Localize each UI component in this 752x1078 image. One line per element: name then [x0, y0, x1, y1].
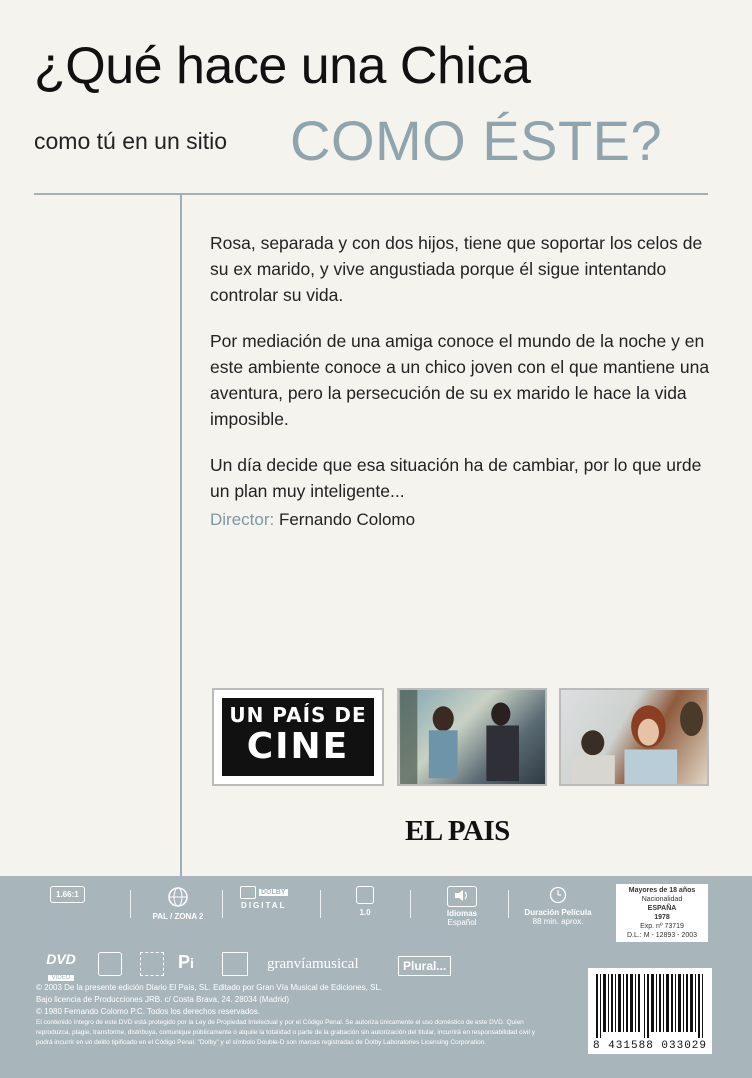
plural-logo: Plural... [398, 956, 451, 976]
association-logo [222, 952, 248, 980]
title-line-1: ¿Qué hace una Chica [34, 37, 531, 95]
clock-icon [549, 886, 567, 904]
nationality-label: Nacionalidad [641, 896, 683, 903]
spec-separator [320, 890, 321, 918]
languages-value: Español [447, 918, 477, 927]
duration-value: 88 min. aprox. [532, 917, 584, 926]
film-year: 1978 [654, 914, 670, 921]
collection-logo-line-1: UN PAÍS DE [229, 703, 367, 727]
synopsis [210, 230, 710, 524]
collection-logo-line-2: CINE [246, 726, 350, 767]
dolby-label: DOLBY [261, 889, 286, 896]
video-logo-text: VIDEO [48, 975, 75, 981]
dolby-spec [240, 886, 288, 910]
legal-deposit: D.L.: M - 12893 - 2003 [626, 932, 698, 939]
rating-age: Mayores de 18 años [628, 887, 696, 894]
film-still-1 [397, 688, 547, 786]
film-still-2 [559, 688, 709, 786]
languages-label: Idiomas [446, 909, 478, 918]
horizontal-divider [34, 193, 708, 195]
region-label: PAL / ZONA 2 [152, 912, 204, 921]
expedient-number: Exp. nº 73719 [640, 923, 684, 930]
director-credit [210, 510, 415, 530]
title-line-2-small: como tú en un sitio [34, 128, 228, 154]
canal-logo [98, 952, 122, 980]
dvd-logo-text: DVD [46, 951, 76, 967]
speaker-box-icon [356, 886, 374, 904]
legal-line-3: © 1980 Fernando Colomo P.C. Todos los derechos reservados. [36, 1007, 260, 1016]
audio-channels-spec [356, 886, 374, 917]
barcode-bars [588, 968, 712, 1040]
title-line-2-large: COMO ÉSTE? [290, 109, 663, 172]
synopsis-paragraph-1: Rosa, separada y con dos hijos, tiene que soportar los celos de su ex marido, y vive angustiada porque él sigue intentando controlar su vida. [210, 233, 703, 305]
federation-logo [140, 952, 164, 980]
pi-logo-icon: Pi [178, 952, 194, 972]
digital-label: DIGITAL [241, 901, 287, 910]
director-label: Director: [210, 510, 275, 529]
languages-spec [436, 886, 488, 927]
legal-disclaimer: El contenido íntegro de este DVD está protegido por la Ley de Propiedad Intelectual y por el Código Penal. Se autoriza únicamente el uso doméstico de este DVD. Quien reproduzca, plagie, transforme, distribuya, comunique públicamente o alquile la totalidad o parte de la grabación sin autorización del titular, incurrirá en responsabilidad civil y podrá incurrir en un delito tipificado en el Código Penal. "Dolby" y el símbolo Double-D son marcas registradas de Dolby Laboratories Licensing Corporation. [36, 1019, 535, 1046]
spec-separator [130, 890, 131, 918]
dvd-video-logo [38, 952, 84, 980]
globe-icon [167, 886, 189, 908]
granvia-musical-logo: granvíamusical [267, 956, 359, 972]
spec-separator [508, 890, 509, 918]
director-name: Fernando Colomo [278, 510, 416, 529]
aspect-ratio-value: 1.66:1 [56, 890, 79, 899]
dolby-double-d-icon [240, 886, 256, 899]
duration-spec [518, 886, 598, 926]
spec-separator [410, 890, 411, 918]
region-spec [148, 886, 208, 921]
duration-label: Duración Película [524, 908, 592, 917]
publisher-logo: EL PAIS [405, 815, 510, 847]
collection-logo [212, 688, 384, 786]
legal-line-1: © 2003 De la presente edición Diario El País, SL. Editado por Gran Vía Musical de Ediciones, SL. [36, 983, 383, 992]
synopsis-paragraph-3: Un día decide que esa situación ha de cambiar, por lo que urde un plan muy inteligente... [210, 455, 702, 501]
vertical-divider [180, 195, 182, 879]
aspect-ratio-spec [50, 886, 85, 903]
speaker-icon [447, 886, 477, 907]
aspect-ratio-icon [50, 886, 85, 903]
audio-channels-value: 1.0 [359, 908, 371, 917]
legal-text [36, 982, 546, 1048]
rating-box [616, 884, 708, 942]
legal-line-2: Bajo licencia de Producciones JRB. c/ Costa Brava, 24. 28034 (Madrid) [36, 995, 290, 1004]
synopsis-paragraph-2: Por mediación de una amiga conoce el mundo de la noche y en este ambiente conoce a un chico joven con el que mantiene una aventura, pero la persecución de su ex marido le hace la vida imposible. [210, 331, 710, 429]
spec-separator [222, 890, 223, 918]
barcode-number: 8 431588 033029 [592, 1040, 708, 1052]
nationality-value: ESPAÑA [647, 905, 677, 912]
